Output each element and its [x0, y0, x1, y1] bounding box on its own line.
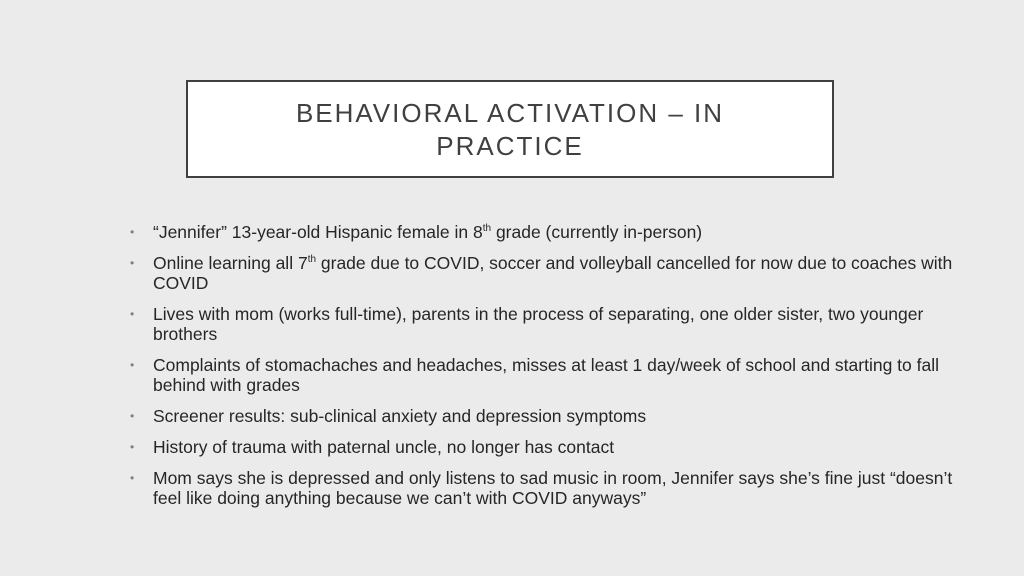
bullet-text: “Jennifer” 13-year-old Hispanic female in 8 [153, 222, 483, 242]
bullet-text: grade due to COVID, soccer and volleyball cancelled for now due to coaches with COVID [153, 253, 953, 293]
bullet-dot-icon: • [130, 307, 135, 321]
bullet-dot-icon: • [130, 471, 135, 485]
bullet-item [130, 437, 970, 457]
slide-title-box [186, 80, 834, 178]
bullet-item [130, 406, 970, 426]
ordinal-suffix: th [307, 254, 317, 265]
bullet-item [130, 468, 970, 508]
bullet-item [130, 222, 970, 242]
bullet-text: grade (currently in-person) [491, 222, 703, 242]
bullet-text: Mom says she is depressed and only listens to sad music in room, Jennifer says she’s fine just “doesn’t feel like doing anything because we can’t with COVID anyways” [153, 468, 953, 508]
slide-title-line1: BEHAVIORAL ACTIVATION – IN [295, 98, 725, 128]
bullet-dot-icon: • [130, 409, 135, 423]
slide-title-line2: PRACTICE [436, 131, 584, 161]
bullet-text: History of trauma with paternal uncle, no longer has contact [153, 437, 615, 457]
bullet-text: Online learning all 7 [153, 253, 308, 273]
bullet-text: Complaints of stomachaches and headaches, misses at least 1 day/week of school and starting to fall behind with grades [153, 355, 939, 395]
slide-title [296, 95, 724, 163]
bullet-item [130, 355, 970, 395]
bullet-dot-icon: • [130, 225, 135, 239]
bullet-text: Screener results: sub-clinical anxiety and depression symptoms [153, 406, 647, 426]
bullet-item [130, 304, 970, 344]
ordinal-suffix: th [482, 223, 492, 234]
bullet-list [130, 222, 970, 519]
bullet-dot-icon: • [130, 440, 135, 454]
bullet-item [130, 253, 970, 293]
bullet-text: Lives with mom (works full-time), parents in the process of separating, one older sister, two younger brothers [153, 304, 924, 344]
bullet-dot-icon: • [130, 358, 135, 372]
bullet-dot-icon: • [130, 256, 135, 270]
